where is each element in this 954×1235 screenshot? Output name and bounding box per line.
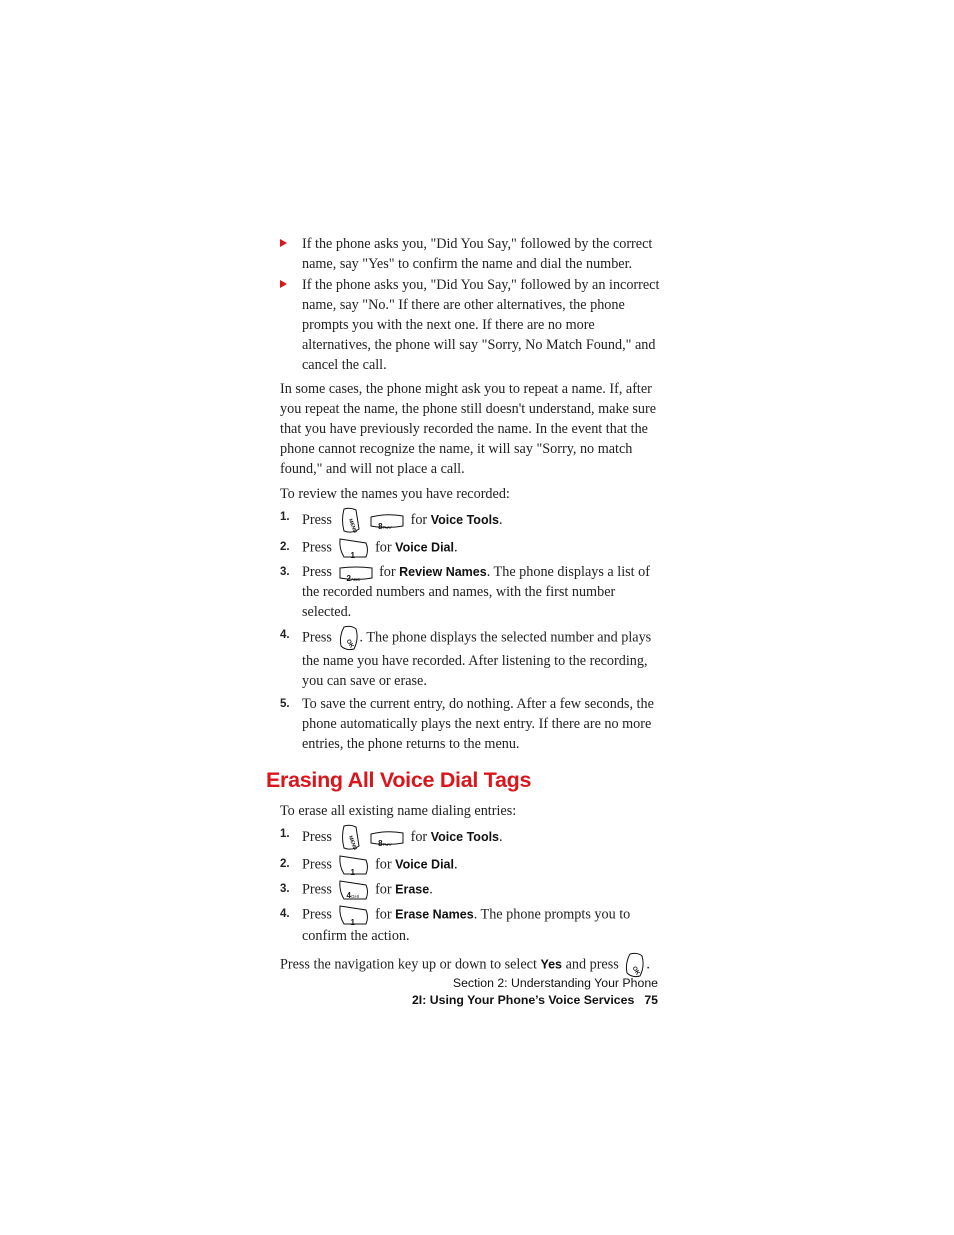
step-text: . (499, 828, 503, 845)
key-1-label: 1 (350, 551, 355, 560)
step-item (280, 904, 660, 946)
final-text: and press (565, 956, 619, 973)
step-text: Press (302, 856, 332, 873)
key-1-label: 1 (350, 918, 355, 927)
key-2-icon (338, 565, 374, 581)
key-2-label: 2 (346, 573, 351, 583)
step-text: for (375, 539, 392, 556)
key-2-sub: ABC (350, 576, 361, 582)
step-text: Press (302, 511, 332, 528)
menu-key-label: MENU (346, 518, 358, 534)
step-text: . The phone displays a list of the recorded numbers and names, with the first number selected. (302, 564, 650, 620)
step-text: for (410, 511, 428, 528)
footer-chapter-line (412, 992, 658, 1009)
key-4-icon (338, 879, 370, 901)
ok-key-label: OK (630, 965, 641, 977)
key-1-icon (338, 854, 370, 876)
step-text: . The phone displays the selected number and plays the name you have recorded. After listening to the recording, you can save or erase. (302, 629, 652, 689)
step-text: . The phone prompts you to confirm the action. (302, 906, 631, 944)
menu-key-icon (340, 507, 360, 534)
bullet-item (280, 234, 660, 274)
step-bold: Erase Names (395, 907, 474, 922)
step-text: Press (302, 906, 332, 923)
step-item (280, 562, 660, 622)
review-steps (280, 507, 660, 754)
step-bold: Voice Tools (430, 829, 500, 844)
page-content (266, 234, 660, 978)
step-number: 3. (280, 883, 290, 895)
step-item (280, 507, 660, 534)
key-8-icon (369, 830, 405, 846)
key-8-label: 8 (378, 521, 383, 531)
step-item (280, 824, 660, 851)
step-text: Press (302, 828, 332, 845)
key-1-label: 1 (350, 868, 355, 877)
footer-section: Section 2: Understanding Your Phone (452, 976, 658, 990)
step-number: 5. (280, 698, 290, 710)
page-number: 75 (644, 993, 658, 1007)
step-text: . (499, 511, 503, 528)
key-8-icon (369, 513, 405, 529)
step-item (280, 854, 660, 876)
review-intro: To review the names you have recorded: (280, 486, 510, 502)
bullet-text: If the phone asks you, "Did You Say," followed by the correct name, say "Yes" to confirm the name and dial the number. (302, 236, 653, 272)
step-number: 2. (280, 541, 290, 553)
erase-intro: To erase all existing name dialing entries: (280, 803, 517, 819)
step-bold: Voice Dial (395, 540, 454, 555)
step-bold: Voice Tools (430, 512, 500, 527)
ok-key-label: OK (344, 638, 354, 650)
final-text: Press the navigation key up or down to select (280, 956, 537, 973)
key-4-label: 4 (346, 891, 351, 900)
step-item (280, 537, 660, 559)
key-8-sub: TUV (382, 841, 392, 847)
step-text: To save the current entry, do nothing. After a few seconds, the phone automatically plays the next entry. If there are no more entries, the phone returns to the menu. (302, 696, 654, 752)
step-item (280, 879, 660, 901)
step-text: Press (302, 881, 332, 898)
menu-key-label: MENU (346, 835, 358, 851)
step-text: . (429, 881, 433, 898)
final-text: . (646, 956, 650, 973)
erase-steps (280, 824, 660, 946)
step-text: for (375, 856, 392, 873)
key-4-sub: GHI (350, 894, 359, 899)
step-item (280, 694, 660, 754)
section-heading: Erasing All Voice Dial Tags (266, 768, 532, 792)
key-8-label: 8 (378, 838, 383, 848)
key-8-sub: TUV (382, 524, 392, 530)
step-bold: Review Names (399, 565, 487, 579)
step-number: 1. (280, 828, 290, 840)
step-number: 2. (280, 858, 290, 870)
step-text: Press (302, 564, 332, 580)
step-number: 1. (280, 511, 290, 523)
step-text: Press (302, 539, 332, 556)
key-1-icon (338, 904, 370, 926)
step-bold: Erase (395, 882, 430, 897)
step-bold: Voice Dial (395, 857, 454, 872)
step-text: for (410, 828, 428, 845)
step-number: 4. (280, 629, 290, 641)
step-item (280, 625, 660, 691)
step-text: . (453, 856, 458, 873)
bullet-triangle-icon (280, 239, 287, 247)
step-number: 3. (280, 566, 290, 578)
step-text: for (375, 906, 392, 923)
body-paragraph: In some cases, the phone might ask you to repeat a name. If, after you repeat the name, the phone still doesn't understand, make sure that you have previously recorded the name. In the event that the phone cannot recognize the name, it will say "Sorry, no match found," and will not place a call. (280, 381, 657, 477)
ok-key-icon (338, 625, 360, 651)
bullet-text: If the phone asks you, "Did You Say," followed by an incorrect name, say "No." If there are other alternatives, the phone prompts you with the next one. If there are no more alternatives, the phone will say "Sorry, No Match Found," and cancel the call. (302, 277, 660, 373)
final-bold: Yes (540, 957, 563, 972)
step-text: for (379, 564, 396, 580)
key-1-icon (338, 537, 370, 559)
bullet-item (280, 275, 660, 375)
page-footer (412, 975, 658, 1009)
step-number: 4. (280, 908, 290, 920)
step-text: Press (302, 629, 332, 646)
step-text: for (375, 881, 392, 898)
footer-chapter: 2I: Using Your Phone’s Voice Services (411, 993, 635, 1007)
bullet-triangle-icon (280, 280, 287, 288)
menu-key-icon (340, 824, 360, 851)
step-text: . (453, 539, 458, 556)
